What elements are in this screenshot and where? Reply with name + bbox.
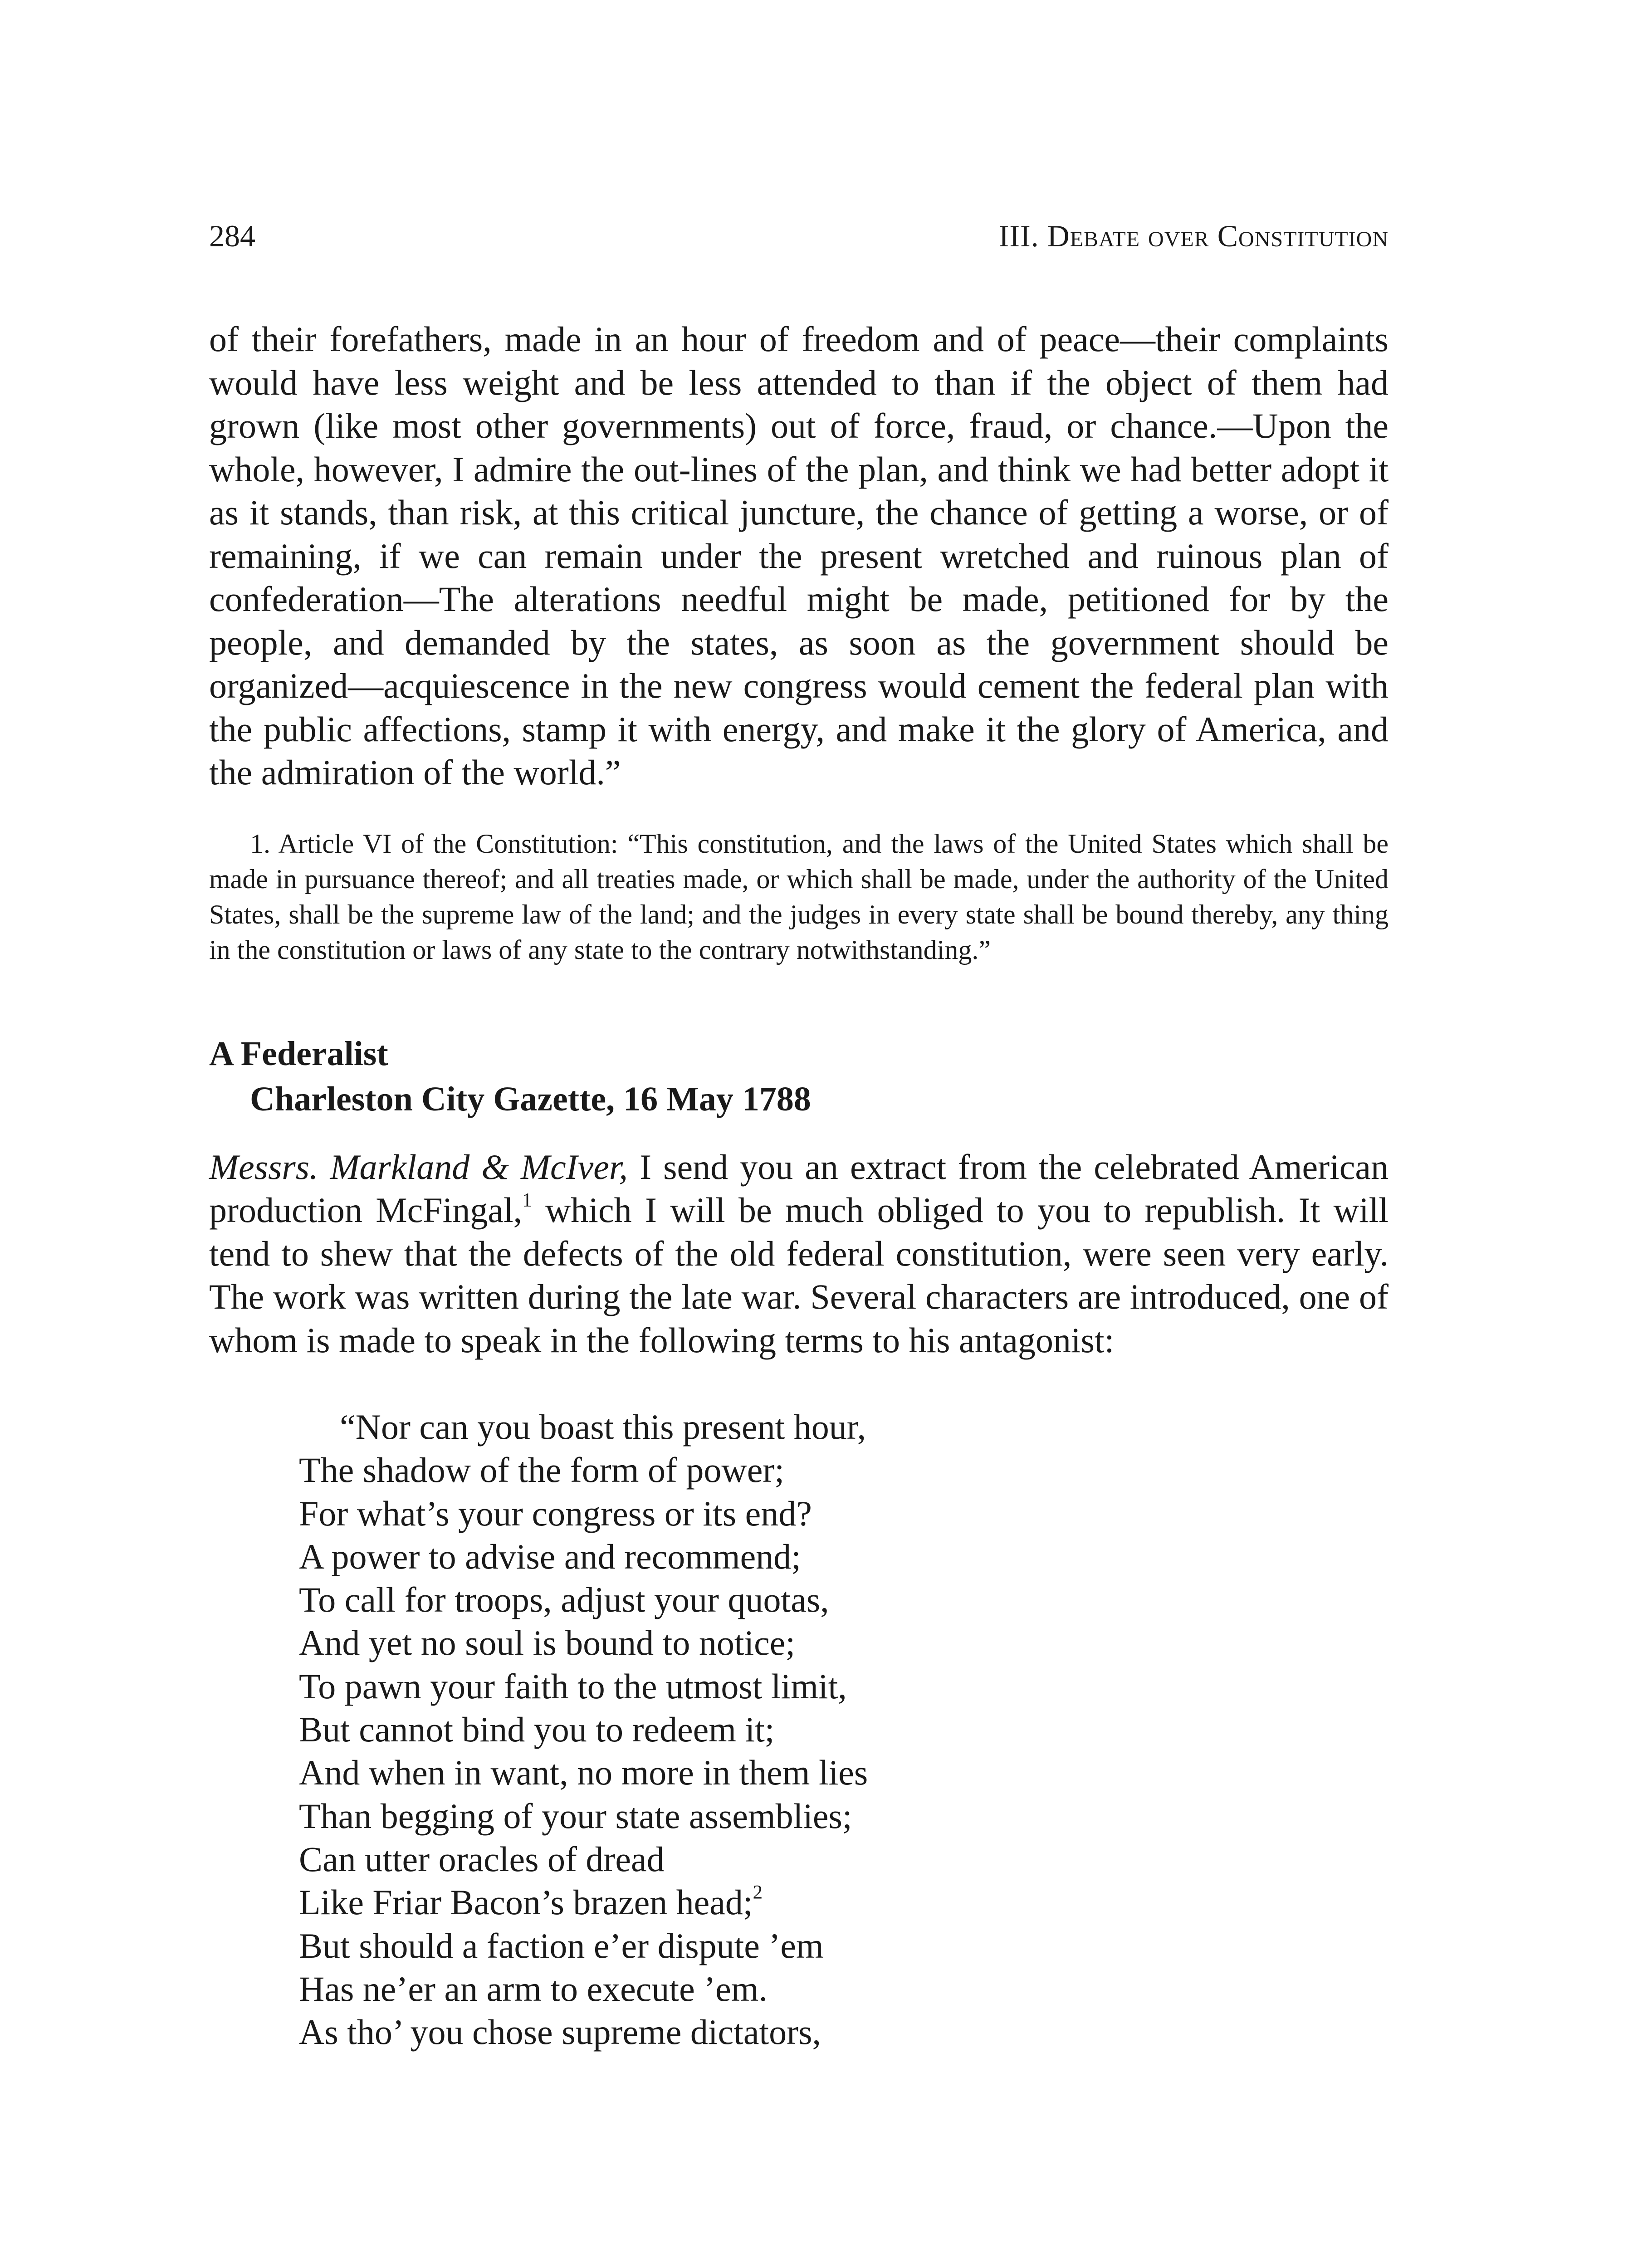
- document-author: A Federalist: [209, 1034, 388, 1073]
- poem-line: And yet no soul is bound to notice;: [299, 1623, 796, 1663]
- poem-line: Like Friar Bacon’s brazen head;$^2$: [299, 1882, 763, 1922]
- poem-line: For what’s your congress or its end?: [299, 1493, 812, 1533]
- salutation: Messrs. Markland & McIver,: [209, 1147, 628, 1187]
- continuation-paragraph: of their forefathers, made in an hour of freedom and of peace—their complaints would have less weight and be less attended to than if the object of them had grown (like most other governments) out of force, fraud, or chance.—Upon the whole, however, I admire the out-lines of the plan, and think we had better adopt it as it stands, than risk, at this critical juncture, the chance of getting a worse, or of remaining, if we can remain under the present wretched and ruinous plan of confederation—The alterations needful might be made, petitioned for by the people, and demanded by the states, as soon as the government should be organized—acquiescence in the new congress would cement the federal plan with the public affections, stamp it with energy, and make it the glory of America, and the admiration of the world.”: [209, 319, 1389, 792]
- running-head: [209, 218, 1389, 254]
- intro-text-after-note: which I will be much obliged to you to republish. It will tend to shew that the defects of the old federal constitution, were seen very early. The work was written during the late war. Several characters are introduced, one of whom is made to speak in the following terms to his antagonist:: [209, 1190, 1389, 1360]
- poem-line: The shadow of the form of power;: [299, 1450, 785, 1490]
- intro-paragraph: [209, 1145, 1389, 1362]
- document-source: Charleston City Gazette, 16 May 1788: [250, 1080, 811, 1118]
- poem-line: To pawn your faith to the utmost limit,: [299, 1666, 847, 1706]
- running-title: III. Debate over Constitution: [998, 219, 1389, 253]
- poem-line: “Nor can you boast this present hour,: [340, 1407, 866, 1447]
- poem-line: A power to advise and recommend;: [299, 1536, 801, 1576]
- poem-line: As tho’ you chose supreme dictators,: [299, 2012, 821, 2052]
- poem-line: Has ne’er an arm to execute ’em.: [299, 1969, 768, 2009]
- footnote: 1. Article VI of the Constitution: “This constitution, and the laws of the United States which shall be made in pursuance thereof; and all treaties made, or which shall be made, under the authority of the United States, shall be the supreme law of the land; and the judges in every state shall be bound thereby, any thing in the constitution or laws of any state to the contrary notwithstanding.”: [209, 828, 1389, 965]
- page-number: 284: [209, 219, 255, 253]
- poem-line: But cannot bind you to redeem it;: [299, 1710, 775, 1750]
- document-heading: [209, 1031, 1389, 1122]
- footnote-ref: 2: [753, 1882, 763, 1903]
- poem-line: Can utter oracles of dread: [299, 1839, 665, 1879]
- poem-extract: [209, 1405, 1389, 2053]
- book-page: [209, 218, 1389, 2053]
- poem-line: To call for troops, adjust your quotas,: [299, 1580, 829, 1620]
- footnote-ref: 1: [522, 1189, 532, 1211]
- poem-line: And when in want, no more in them lies: [299, 1753, 868, 1793]
- poem-line: Than begging of your state assemblies;: [299, 1796, 852, 1836]
- intro-text-before-note: I send you an extract from the celebrated American production McFingal,: [209, 1147, 1389, 1230]
- poem-line: But should a faction e’er dispute ’em: [299, 1926, 824, 1965]
